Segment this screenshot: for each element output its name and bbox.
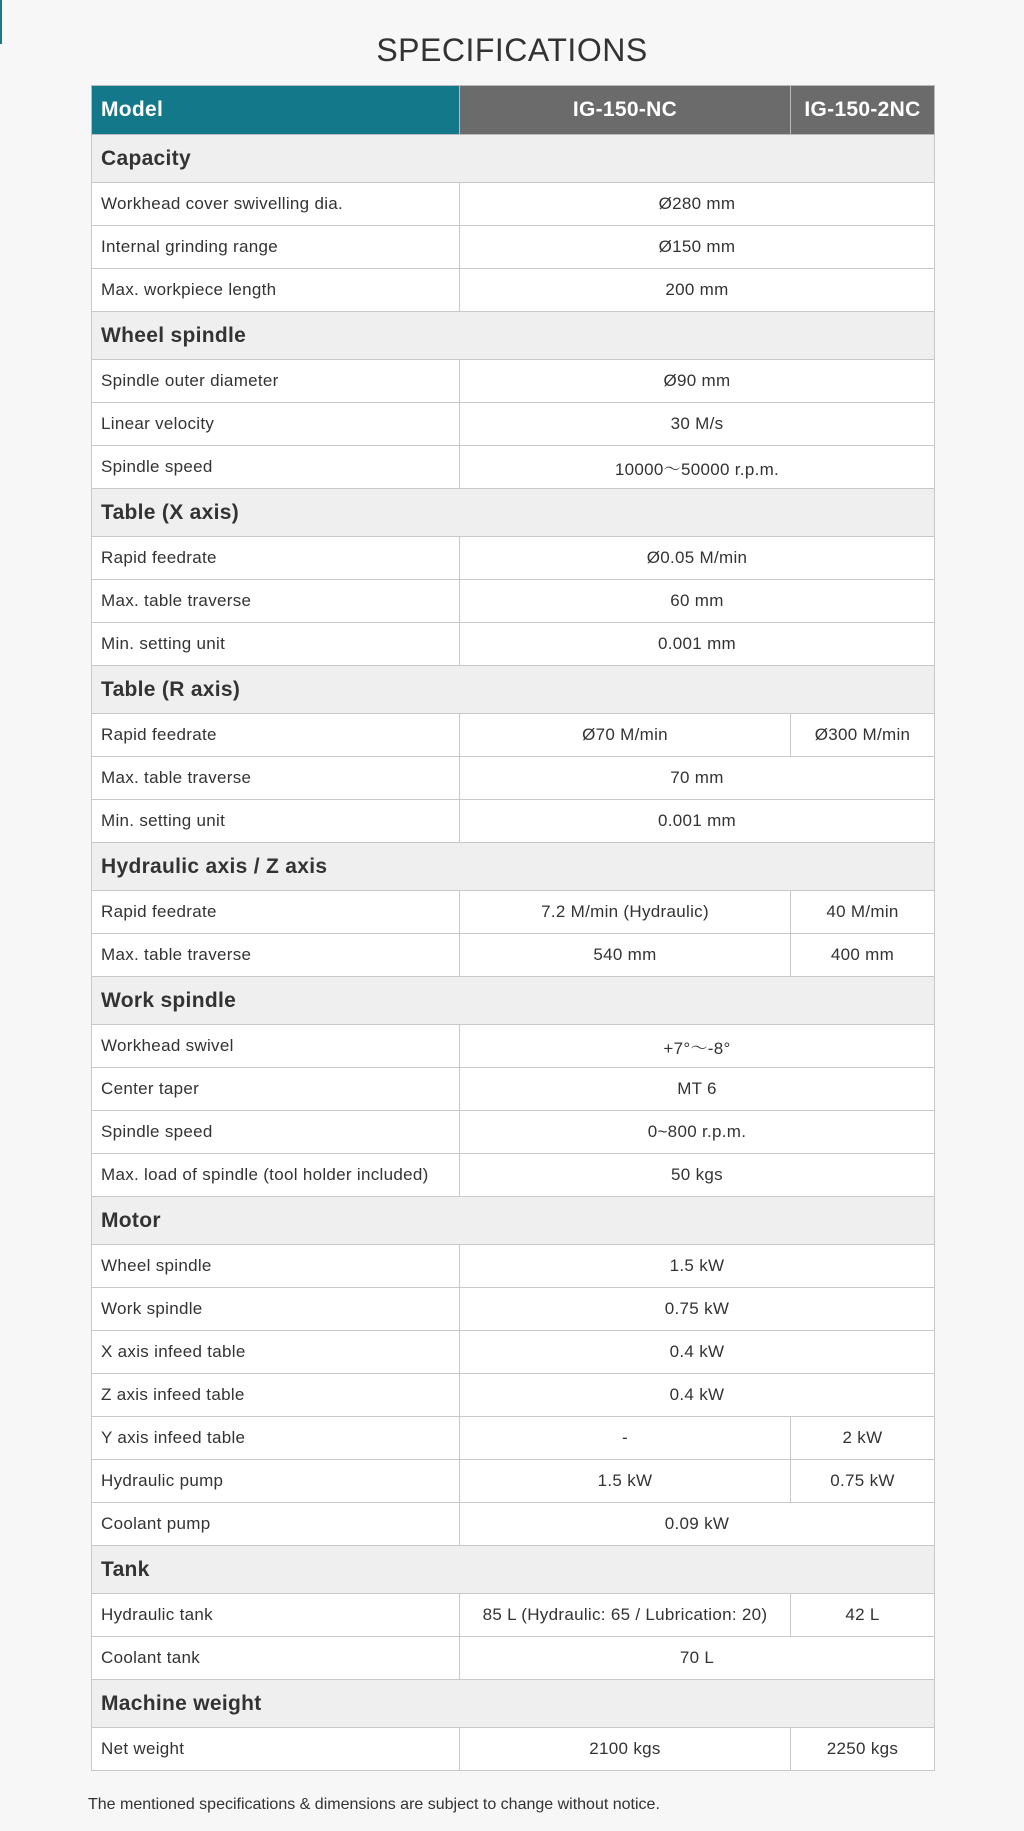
spec-label: Max. table traverse (92, 757, 460, 800)
spec-value: 1.5 kW (460, 1245, 935, 1288)
spec-row (92, 580, 935, 623)
spec-row (92, 891, 935, 934)
spec-value: +7°～-8° (460, 1025, 935, 1068)
section-title: Machine weight (92, 1680, 935, 1728)
spec-label: Workhead cover swivelling dia. (92, 183, 460, 226)
spec-label: Rapid feedrate (92, 537, 460, 580)
spec-value: 0.4 kW (460, 1374, 935, 1417)
spec-row (92, 800, 935, 843)
spec-value: 0.001 mm (460, 800, 935, 843)
spec-value: 2100 kgs (460, 1728, 791, 1771)
spec-label: Coolant tank (92, 1637, 460, 1680)
spec-label: Rapid feedrate (92, 714, 460, 757)
spec-value: 540 mm (460, 934, 791, 977)
spec-label: Net weight (92, 1728, 460, 1771)
spec-value: 40 M/min (791, 891, 935, 934)
spec-row (92, 1728, 935, 1771)
spec-row (92, 403, 935, 446)
spec-label: Min. setting unit (92, 623, 460, 666)
spec-table (91, 85, 935, 1771)
spec-row (92, 1068, 935, 1111)
spec-label: Y axis infeed table (92, 1417, 460, 1460)
spec-label: Center taper (92, 1068, 460, 1111)
spec-row (92, 183, 935, 226)
spec-label: Workhead swivel (92, 1025, 460, 1068)
table-header-row (92, 86, 935, 135)
spec-row (92, 757, 935, 800)
model-column-header: IG-150-NC (460, 86, 791, 135)
spec-value: Ø0.05 M/min (460, 537, 935, 580)
section-title: Capacity (92, 135, 935, 183)
section-title: Wheel spindle (92, 312, 935, 360)
spec-value: 70 mm (460, 757, 935, 800)
spec-value: - (460, 1417, 791, 1460)
section-title: Motor (92, 1197, 935, 1245)
model-column-header: IG-150-2NC (791, 86, 935, 135)
section-header-row (92, 1680, 935, 1728)
spec-row (92, 1245, 935, 1288)
section-header-row (92, 1197, 935, 1245)
spec-row (92, 1374, 935, 1417)
spec-row (92, 1460, 935, 1503)
spec-label: Work spindle (92, 1288, 460, 1331)
spec-row (92, 714, 935, 757)
spec-label: Rapid feedrate (92, 891, 460, 934)
spec-row (92, 226, 935, 269)
spec-value: 7.2 M/min (Hydraulic) (460, 891, 791, 934)
section-header-row (92, 312, 935, 360)
spec-label: Z axis infeed table (92, 1374, 460, 1417)
spec-label: Hydraulic tank (92, 1594, 460, 1637)
spec-label: Spindle speed (92, 446, 460, 489)
spec-value: Ø280 mm (460, 183, 935, 226)
spec-value: Ø150 mm (460, 226, 935, 269)
footnote: The mentioned specifications & dimensions are subject to change without notice. (88, 1796, 660, 1813)
section-title: Tank (92, 1546, 935, 1594)
spec-value: 0.75 kW (791, 1460, 935, 1503)
spec-row (92, 1503, 935, 1546)
spec-value: 85 L (Hydraulic: 65 / Lubrication: 20) (460, 1594, 791, 1637)
spec-row (92, 446, 935, 489)
spec-row (92, 360, 935, 403)
spec-row (92, 623, 935, 666)
spec-row (92, 1637, 935, 1680)
spec-row (92, 269, 935, 312)
spec-value: 0.001 mm (460, 623, 935, 666)
model-header: Model (92, 86, 460, 135)
section-title: Work spindle (92, 977, 935, 1025)
spec-value: 50 kgs (460, 1154, 935, 1197)
spec-label: X axis infeed table (92, 1331, 460, 1374)
spec-label: Wheel spindle (92, 1245, 460, 1288)
spec-label: Max. load of spindle (tool holder included) (92, 1154, 460, 1197)
spec-row (92, 1331, 935, 1374)
spec-value: 2 kW (791, 1417, 935, 1460)
spec-value: Ø70 M/min (460, 714, 791, 757)
spec-value: 30 M/s (460, 403, 935, 446)
spec-label: Min. setting unit (92, 800, 460, 843)
spec-value: 70 L (460, 1637, 935, 1680)
spec-label: Linear velocity (92, 403, 460, 446)
section-header-row (92, 843, 935, 891)
page-title: SPECIFICATIONS (376, 32, 648, 68)
section-header-row (92, 666, 935, 714)
spec-row (92, 1288, 935, 1331)
spec-value: 10000～50000 r.p.m. (460, 446, 935, 489)
spec-row (92, 934, 935, 977)
spec-value: 0.4 kW (460, 1331, 935, 1374)
spec-value: 400 mm (791, 934, 935, 977)
spec-row (92, 537, 935, 580)
spec-row (92, 1594, 935, 1637)
spec-value: 1.5 kW (460, 1460, 791, 1503)
section-header-row (92, 1546, 935, 1594)
spec-value: Ø90 mm (460, 360, 935, 403)
section-title: Hydraulic axis / Z axis (92, 843, 935, 891)
spec-table-container (91, 85, 934, 1771)
spec-row (92, 1111, 935, 1154)
spec-table-body (92, 135, 935, 1771)
spec-value: 0.09 kW (460, 1503, 935, 1546)
section-header-row (92, 977, 935, 1025)
spec-value: 42 L (791, 1594, 935, 1637)
spec-label: Hydraulic pump (92, 1460, 460, 1503)
spec-row (92, 1154, 935, 1197)
spec-row (92, 1025, 935, 1068)
spec-value: 200 mm (460, 269, 935, 312)
section-title: Table (X axis) (92, 489, 935, 537)
section-header-row (92, 135, 935, 183)
spec-label: Internal grinding range (92, 226, 460, 269)
spec-value: 2250 kgs (791, 1728, 935, 1771)
spec-value: 0.75 kW (460, 1288, 935, 1331)
spec-value: 0~800 r.p.m. (460, 1111, 935, 1154)
spec-label: Max. table traverse (92, 934, 460, 977)
spec-label: Coolant pump (92, 1503, 460, 1546)
spec-row (92, 1417, 935, 1460)
spec-label: Max. table traverse (92, 580, 460, 623)
spec-value: Ø300 M/min (791, 714, 935, 757)
section-title: Table (R axis) (92, 666, 935, 714)
section-header-row (92, 489, 935, 537)
spec-value: MT 6 (460, 1068, 935, 1111)
spec-value: 60 mm (460, 580, 935, 623)
spec-label: Max. workpiece length (92, 269, 460, 312)
spec-label: Spindle speed (92, 1111, 460, 1154)
spec-label: Spindle outer diameter (92, 360, 460, 403)
